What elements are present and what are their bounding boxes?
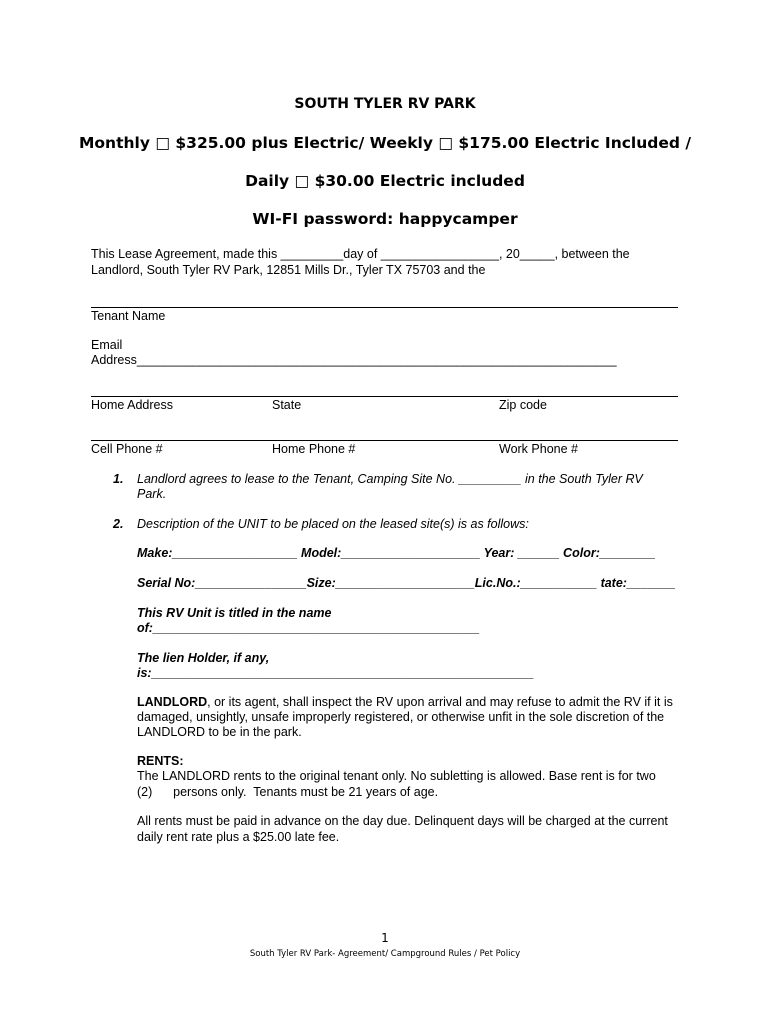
home-address-line — [91, 396, 678, 397]
item-2-text: Description of the UNIT to be placed on the leased site(s) is as follows: — [137, 517, 529, 531]
work-phone-label: Work Phone # — [499, 442, 578, 456]
landlord-line-3: LANDLORD to be in the park. — [137, 725, 302, 739]
rates-line-1: Monthly □ $325.00 plus Electric/ Weekly □ $175.00 Electric Included / — [78, 134, 692, 152]
rents-line-2: (2) persons only. Tenants must be 21 years of age. — [137, 785, 439, 799]
lien-line-1: The lien Holder, if any, — [137, 651, 270, 665]
footer-text: South Tyler RV Park- Agreement/ Campground Rules / Pet Policy — [249, 949, 521, 959]
landlord-line-1-text: , or its agent, shall inspect the RV upon arrival and may refuse to admit the RV if it is — [207, 695, 673, 709]
page-number: 1 — [381, 931, 389, 945]
item-2-number: 2. — [113, 517, 124, 531]
rates-line-2: Daily □ $30.00 Electric included — [245, 172, 525, 190]
email-label: Email — [91, 338, 123, 352]
rents-line-4: daily rent rate plus a $25.00 late fee. — [137, 830, 340, 844]
serial-size-line: Serial No:________________Size:____________________Lic.No.:___________ tate:_______ — [137, 576, 676, 590]
titled-line-1: This RV Unit is titled in the name — [137, 606, 332, 620]
make-model-line: Make:__________________ Model:____________________ Year: ______ Color:________ — [137, 546, 656, 560]
landlord-line-1 — [137, 695, 673, 710]
email-address-line: Address_____________________________________________________________________ — [91, 353, 617, 367]
rents-line-1: The LANDLORD rents to the original tenant only. No subletting is allowed. Base rent is for two — [137, 769, 656, 783]
titled-line-2: of:_______________________________________________ — [137, 621, 480, 635]
zip-code-label: Zip code — [499, 398, 547, 412]
home-address-label: Home Address — [91, 398, 173, 412]
item-1-line-2: Park. — [137, 487, 167, 501]
lien-line-2: is:_______________________________________________________ — [137, 666, 534, 680]
tenant-name-line — [91, 307, 678, 308]
intro-line-2: Landlord, South Tyler RV Park, 12851 Mills Dr., Tyler TX 75703 and the — [91, 263, 486, 277]
document-title: SOUTH TYLER RV PARK — [294, 96, 476, 112]
landlord-bold: LANDLORD — [137, 695, 208, 709]
rents-heading: RENTS: — [137, 754, 184, 768]
rents-line-3: All rents must be paid in advance on the day due. Delinquent days will be charged at the current — [137, 814, 668, 828]
item-1-line-1: Landlord agrees to lease to the Tenant, Camping Site No. _________ in the South Tyler RV — [137, 472, 643, 486]
intro-line-1: This Lease Agreement, made this _________day of _________________, 20_____, between the — [91, 247, 630, 261]
wifi-password: WI-FI password: happycamper — [252, 210, 518, 228]
item-1-number: 1. — [113, 472, 124, 486]
landlord-line-2: damaged, unsightly, unsafe improperly registered, or otherwise unfit in the sole discretion of the — [137, 710, 665, 724]
phone-line — [91, 440, 678, 441]
state-label: State — [272, 398, 302, 412]
home-phone-label: Home Phone # — [272, 442, 356, 456]
tenant-name-label: Tenant Name — [91, 309, 166, 323]
cell-phone-label: Cell Phone # — [91, 442, 163, 456]
